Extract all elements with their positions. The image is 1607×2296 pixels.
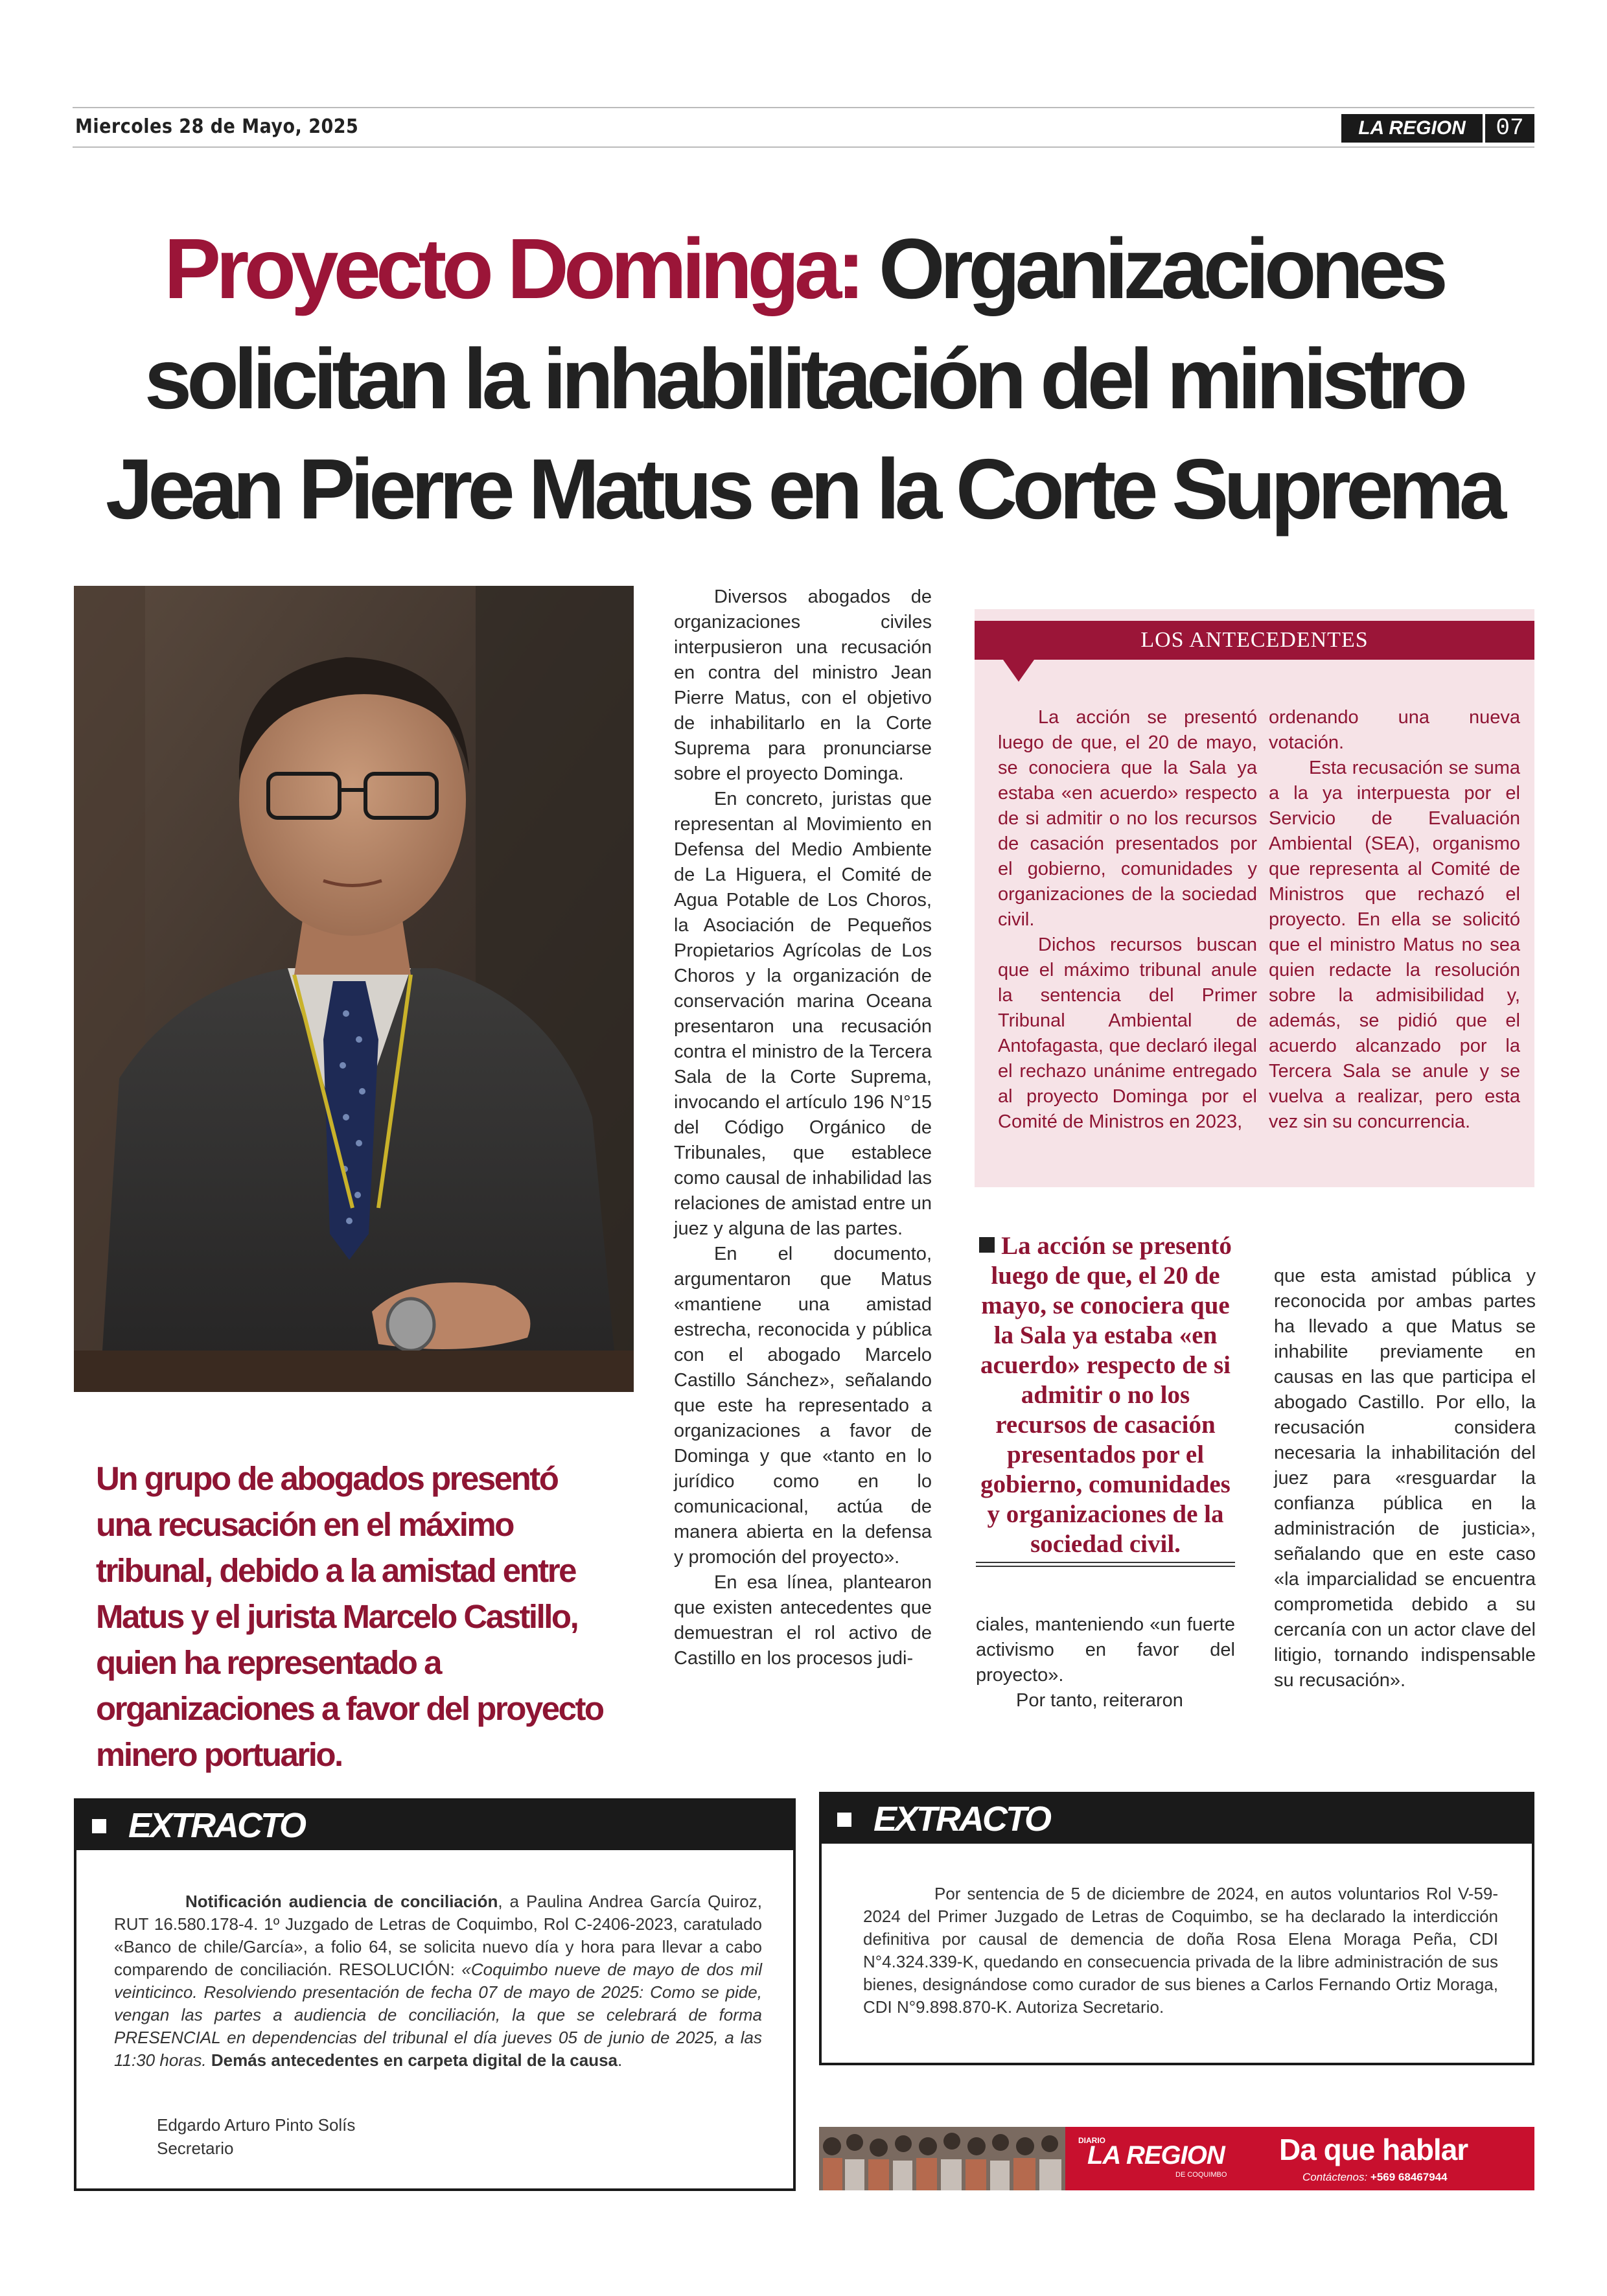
body-paragraph: que esta amistad pública y reconocida por ambas partes ha llevado a que Matus se inhabilite previamente en causas en las que participa el abogado Castillo. Por ello, la recusación considera necesaria la inhabilitación del juez para «resguardar la confianza pública en la administración de justicia», señalando que en este caso «la imparcialidad se encuentra comprometida debido a su cercanía con un actor clave del litigio, tornando indispensable su recusación».: [1274, 1266, 1536, 1691]
banner-logo-sub: DE COQUIMBO: [1175, 2171, 1227, 2179]
crowd-photo: [819, 2127, 1065, 2190]
extracto-bold-intro: Notificación audiencia de conciliación: [185, 1892, 498, 1911]
article-body-col4: [1274, 1264, 1536, 1693]
signer-role: Secretario: [157, 2139, 234, 2158]
antecedentes-paragraph: Esta recusación se suma a la ya interpuesta por el Servicio de Evaluación Ambiental (SEA), organismo que representa al Comité de Ministros que rechazó el proyecto. En ella se solicitó que el ministro Matus no sea quien redacte la resolución sobre la admisibilidad y, además, se pidió que el acuerdo alcanzado por la Tercera Sala se anule y se vuelva a realizar, pero esta vez sin su concurrencia.: [1269, 758, 1520, 1132]
body-paragraph: ciales, manteniendo «un fuerte activismo en favor del proyecto».: [976, 1614, 1235, 1686]
article-body-col3: [976, 1612, 1235, 1713]
extracto-text: Por sentencia de 5 de diciembre de 2024, en autos voluntarios Rol V-59-2024 del Primer Juzgado de Letras de Coquimbo, se ha declarado la interdicción definitiva por causal de demencia de doña Rosa Elena Moraga Peña, CDI N°4.324.339-K, quedando en consecuencia privada de la libre administración de sus bienes, designándose como curador de sus bienes a Carlos Fernando Ortiz Moraga, CDI N°9.898.870-K. Autoriza Secretario.: [863, 1884, 1498, 2017]
extracto-header: [822, 1794, 1532, 1844]
antecedentes-pointer-icon: [1003, 660, 1034, 682]
banner-slogan-area: [1260, 2127, 1534, 2190]
extracto-resolution: «Coquimbo nueve de mayo de dos mil veinticinco. Resolviendo presentación de fecha 07 de mayo de 2025: Como se pide, vengan las partes a audiencia de conciliación, la que se celebrará de forma PRESENCIAL en dependencias del tribunal el día jueves 05 de junio de 2025, a las 11:30 horas.: [114, 1960, 763, 2070]
body-paragraph: Por tanto, reiteraron: [1016, 1690, 1183, 1711]
extracto-signature: [157, 2113, 355, 2160]
article-body-col1: [674, 585, 932, 1671]
newspaper-logo[interactable]: LA REGION: [1341, 114, 1483, 143]
antecedentes-paragraph: ordenando una nueva votación.: [1269, 707, 1520, 753]
extracto-notice-2: [819, 1792, 1534, 2065]
extracto-body: [114, 1890, 762, 2072]
body-paragraph: Diversos abogados de organizaciones civiles interpusieron una recusación en contra del ministro Jean Pierre Matus, con el objetivo de inhabilitarlo en la Corte Suprema para pronunciarse sobre el proyecto Dominga.: [674, 586, 932, 784]
contact-label: Contáctenos:: [1302, 2171, 1368, 2183]
extracto-notice-1: [74, 1798, 796, 2191]
extracto-body: [863, 1883, 1498, 2019]
signer-name: Edgardo Arturo Pinto Solís: [157, 2115, 356, 2135]
headline-line3: Jean Pierre Matus en la Corte Suprema: [105, 441, 1502, 537]
antecedentes-title: LOS ANTECEDENTES: [975, 621, 1534, 660]
minister-photo: [74, 586, 634, 1392]
banner-logo-name: LA REGION: [1087, 2141, 1225, 2170]
antecedentes-col-b: [1269, 705, 1520, 1135]
banner-slogan: Da que hablar: [1279, 2133, 1468, 2166]
issue-date: Miercoles 28 de Mayo, 2025: [75, 115, 359, 138]
body-paragraph: En concreto, juristas que representan al Movimiento en Defensa del Medio Ambiente de La Higuera, el Comité de Agua Potable de Los Choros, la Asociación de Pequeños Propietarios Agrícolas de Los Choros y la organización de conservación marina Oceana presentaron una recusación contra el ministro de la Tercera Sala de la Corte Suprema, invocando el artículo 196 N°15 del Código Orgánico de Tribunales, que establece como causal de inhabilidad las relaciones de amistad entre un juez y alguna de las partes.: [674, 789, 932, 1239]
square-bullet-icon: [837, 1813, 851, 1827]
article-lead: Un grupo de abogados presentó una recusación en el máximo tribunal, debido a la amistad entre Matus y el jurista Marcelo Castillo, quien ha representado a organizaciones a favor del proyecto minero portuario.: [96, 1460, 603, 1773]
article-headline: [73, 214, 1534, 544]
portrait-image: [74, 586, 634, 1392]
promo-banner[interactable]: [819, 2127, 1534, 2190]
header-bottom-rule: [73, 146, 1534, 148]
body-paragraph: En esa línea, plantearon que existen antecedentes que demuestran el rol activo de Castillo en los procesos judi-: [674, 1572, 932, 1669]
antecedentes-col-a: [998, 705, 1257, 1135]
extracto-bold-end: Demás antecedentes en carpeta digital de la causa: [211, 2050, 618, 2070]
antecedentes-box: [975, 609, 1534, 1187]
headline-line2: solicitan la inhabilitación del ministro: [144, 331, 1463, 426]
pull-quote-rule: [976, 1562, 1235, 1567]
extracto-title: EXTRACTO: [873, 1800, 1050, 1838]
antecedentes-paragraph: La acción se presentó luego de que, el 20 de mayo, se conociera que la Sala ya estaba «en acuerdo» respecto de si admitir o no los recursos de casación presentados por el gobierno, comunidades y organizaciones de la sociedad civil.: [998, 707, 1257, 930]
extracto-period: .: [618, 2050, 623, 2070]
header-top-rule: [73, 107, 1534, 108]
square-bullet-icon: [979, 1237, 995, 1253]
banner-contact: [1302, 2171, 1448, 2184]
extracto-text: , a Paulina Andrea García Quiroz, RUT 16.580.178-4. 1º Juzgado de Letras de Coquimbo, Rol C-2406-2023, caratulado «Banco de chile/García», a folio 64, se solicita nuevo día y hora para llevar a cabo comparendo de conciliación. RESOLUCIÓN:: [114, 1892, 762, 1979]
pull-quote-text: La acción se presentó luego de que, el 20 de mayo, se conociera que la Sala ya estaba «en acuerdo» respecto de si admitir o no los recursos de casación presentados por el gobierno, comunidades y organizaciones de la sociedad civil.: [980, 1232, 1232, 1558]
headline-line1: Organizaciones: [860, 221, 1443, 316]
extracto-header: [76, 1801, 793, 1850]
page-number: 07: [1485, 114, 1534, 143]
banner-logo-diario: DIARIO: [1078, 2136, 1105, 2145]
square-bullet-icon: [92, 1819, 106, 1833]
body-paragraph: En el documento, argumentaron que Matus «mantiene una amistad estrecha, reconocida y pública con el abogado Marcelo Castillo Sánchez», señalando que este ha representado a organizaciones a favor de Dominga y que «tanto en lo jurídico como en lo comunicacional, actúa de manera abierta en la defensa y promoción del proyecto».: [674, 1244, 932, 1568]
headline-kicker: Proyecto Dominga:: [164, 221, 861, 316]
contact-phone[interactable]: +569 68467944: [1370, 2171, 1448, 2183]
extracto-title: EXTRACTO: [128, 1806, 305, 1845]
pull-quote: [976, 1231, 1235, 1559]
antecedentes-paragraph: Dichos recursos buscan que el máximo tribunal anule la sentencia del Primer Tribunal Ambiental de Antofagasta, que declaró ilegal el rechazo unánime entregado al proyecto Dominga por el Comité de Ministros en 2023,: [998, 934, 1257, 1132]
